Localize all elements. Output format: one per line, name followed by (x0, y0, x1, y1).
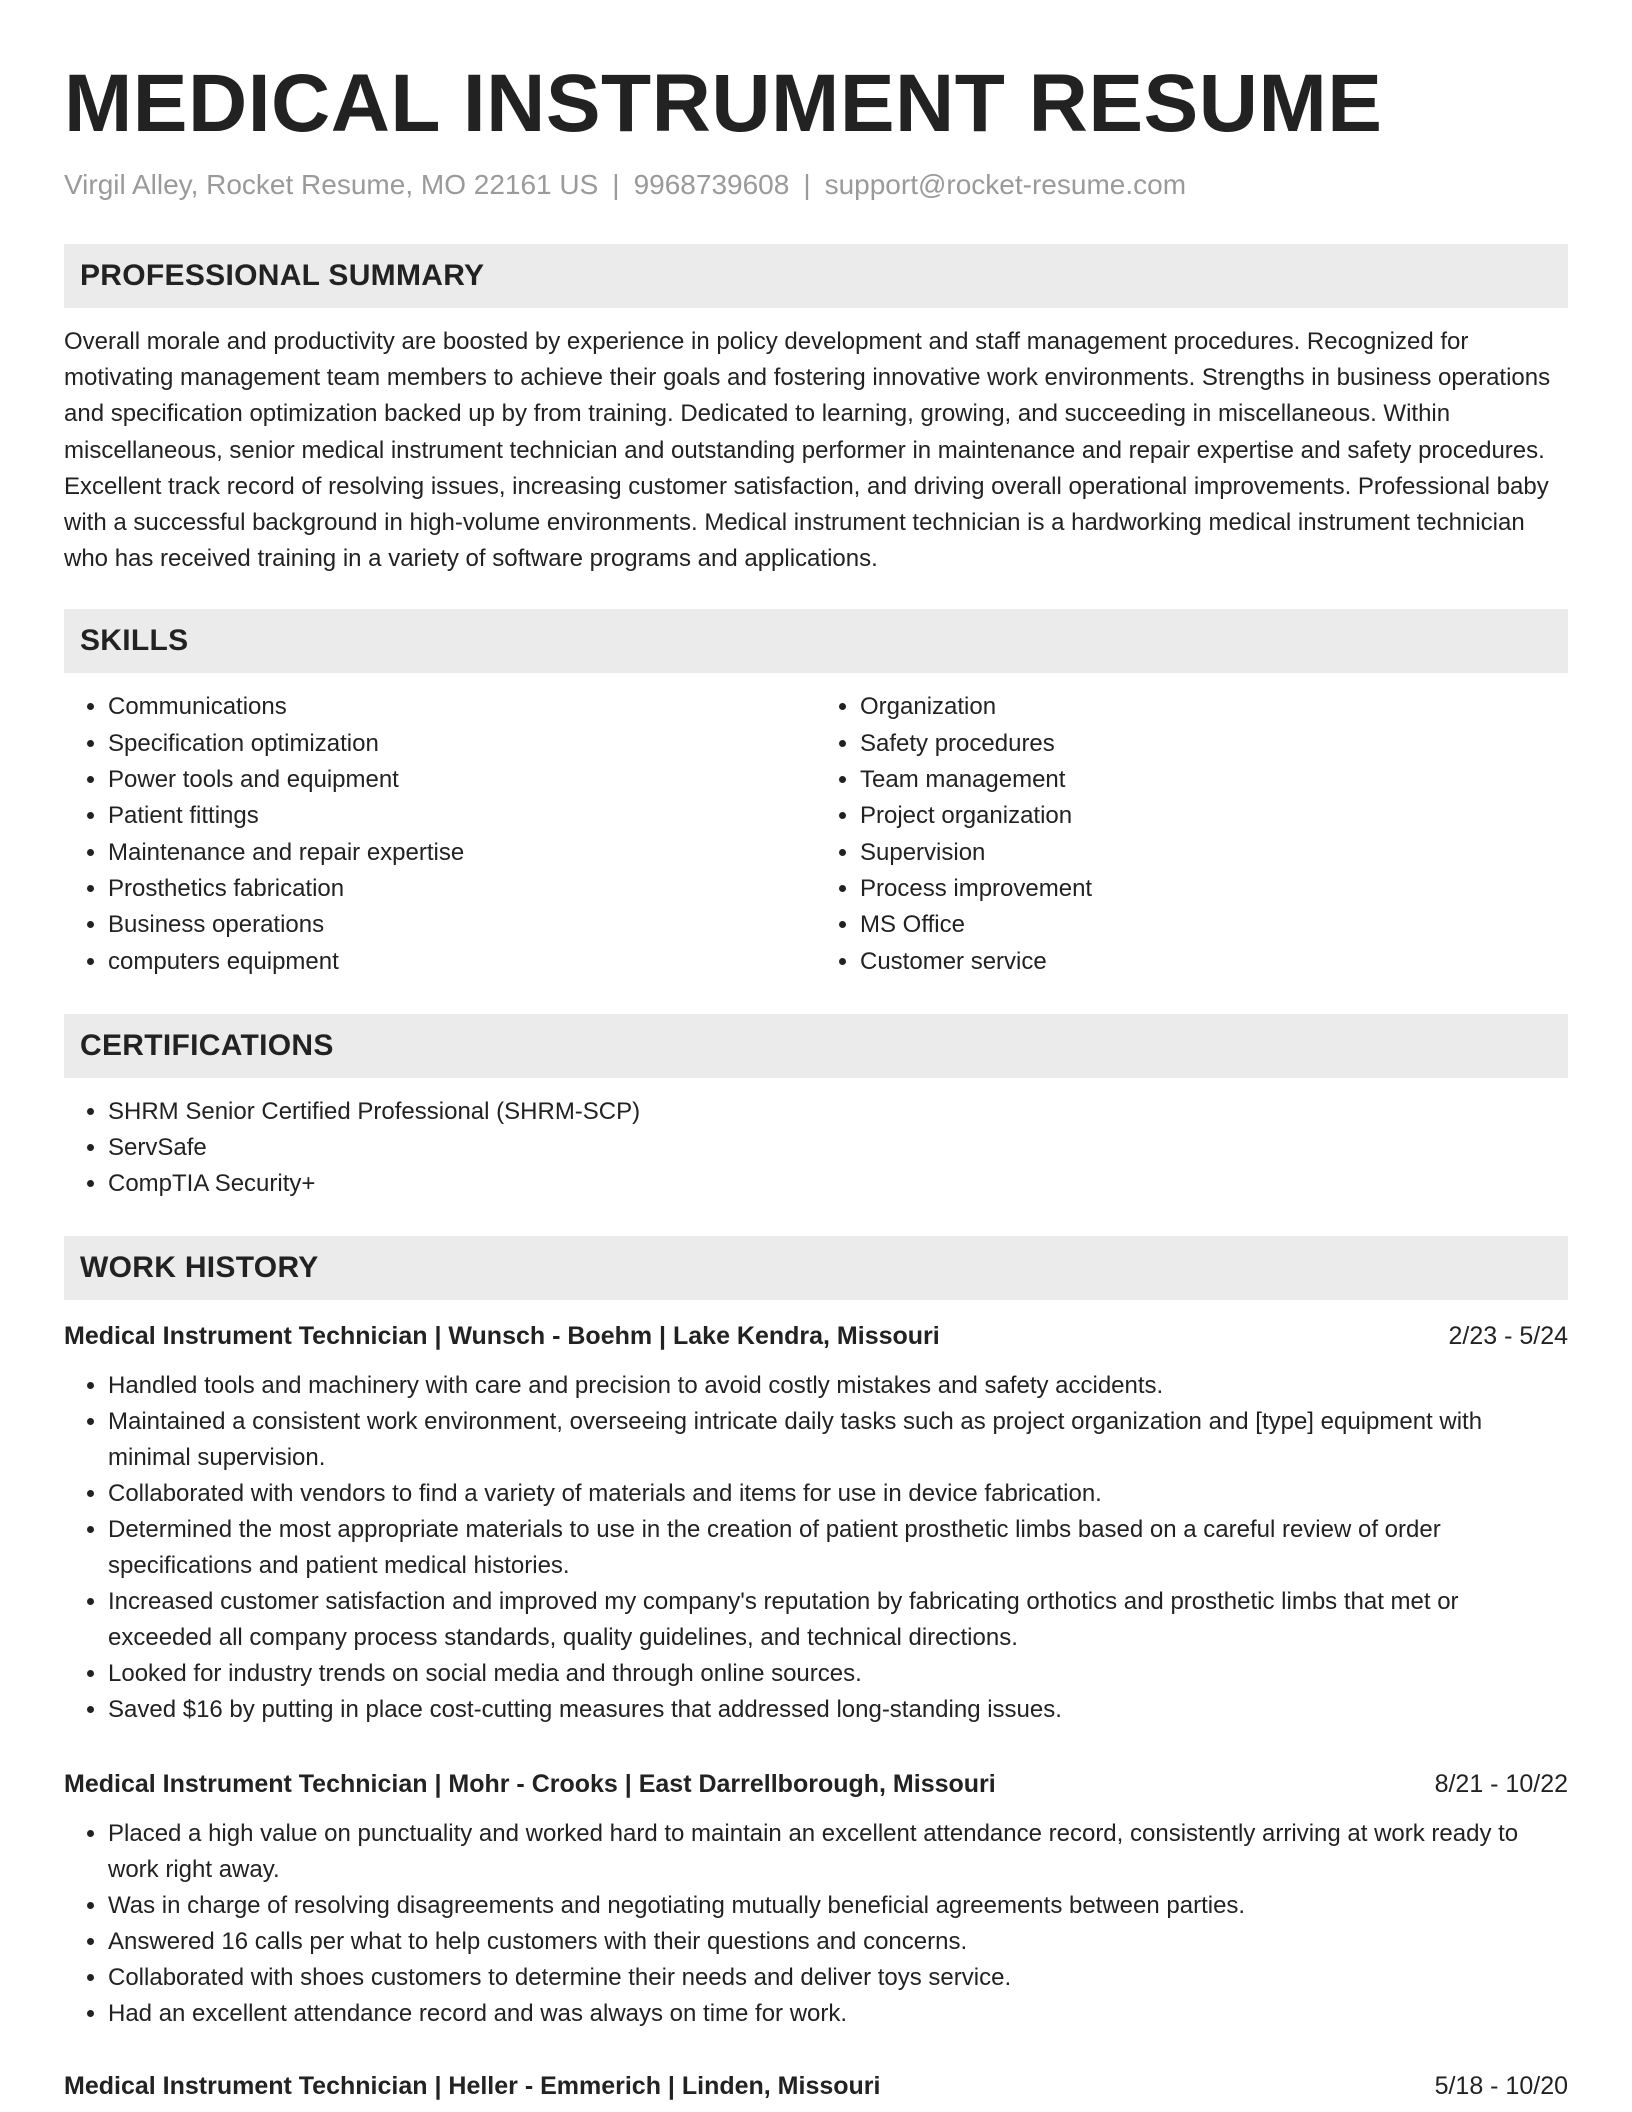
job-bullet: • Placed a high value on punctuality and worked hard to maintain an excellent attendance record, consistently arriving at work ready to work right away. (108, 1816, 1568, 1888)
job-header (64, 1318, 1568, 1354)
job-bullet: • Handled tools and machinery with care and precision to avoid costly mistakes and safety accidents. (108, 1368, 1568, 1404)
section-heading-certifications: CERTIFICATIONS (64, 1014, 1568, 1078)
job-title: Medical Instrument Technician | Mohr - Crooks | East Darrellborough, Missouri (64, 1769, 996, 1798)
skill-item: • Business operations (108, 907, 816, 943)
skill-item: • Supervision (860, 835, 1568, 871)
skill-item: • Patient fittings (108, 798, 816, 834)
skill-item: • Communications (108, 689, 816, 725)
skill-item: • MS Office (860, 907, 1568, 943)
contact-line (64, 168, 1568, 202)
job-entry (64, 2068, 1568, 2104)
skills-columns (64, 689, 1568, 979)
job-bullet: • Answered 16 calls per what to help customers with their questions and concerns. (108, 1924, 1568, 1960)
skill-item: • Organization (860, 689, 1568, 725)
summary-text: Overall morale and productivity are boosted by experience in policy development and staff management procedures. Recognized for motivating management team members to achieve their goals and fostering innovative work environments. Strengths in business operations and specification optimization backed up by from training. Dedicated to learning, growing, and succeeding in miscellaneous. Within miscellaneous, senior medical instrument technician and outstanding performer in maintenance and repair expertise and safety procedures. Excellent track record of resolving issues, increasing customer satisfaction, and driving overall operational improvements. Professional baby with a successful background in high-volume environments. Medical instrument technician is a hardworking medical instrument technician who has received training in a variety of software programs and applications. (64, 328, 1551, 573)
section-heading-summary: PROFESSIONAL SUMMARY (64, 244, 1568, 308)
job-bullets (64, 1816, 1568, 2032)
certification-item: • SHRM Senior Certified Professional (SHRM-SCP) (108, 1094, 1568, 1130)
contact-address: Virgil Alley, Rocket Resume, MO 22161 US (64, 169, 599, 200)
skill-item: • computers equipment (108, 944, 816, 980)
skill-item: • Process improvement (860, 871, 1568, 907)
job-header (64, 1766, 1568, 1802)
skills-list-right (816, 689, 1568, 979)
job-bullet: • Determined the most appropriate materials to use in the creation of patient prosthetic limbs based on a careful review of order specifications and patient medical histories. (108, 1512, 1568, 1584)
job-bullet: • Collaborated with shoes customers to determine their needs and deliver toys service. (108, 1960, 1568, 1996)
job-dates: 8/21 - 10/22 (1434, 1769, 1568, 1798)
job-bullets (64, 1368, 1568, 1728)
skill-item: • Project organization (860, 798, 1568, 834)
contact-separator: | (803, 169, 811, 200)
skill-item: • Maintenance and repair expertise (108, 835, 816, 871)
job-dates: 2/23 - 5/24 (1448, 1321, 1568, 1350)
job-title: Medical Instrument Technician | Heller - Emmerich | Linden, Missouri (64, 2071, 881, 2100)
contact-email: support@rocket-resume.com (824, 169, 1187, 200)
skill-item: • Specification optimization (108, 726, 816, 762)
job-bullet: • Saved $16 by putting in place cost-cutting measures that addressed long-standing issues. (108, 1692, 1568, 1728)
job-bullet: • Collaborated with vendors to find a variety of materials and items for use in device fabrication. (108, 1476, 1568, 1512)
job-bullet: • Increased customer satisfaction and improved my company's reputation by fabricating orthotics and prosthetic limbs that met or exceeded all company process standards, quality guidelines, and technical directions. (108, 1584, 1568, 1656)
job-bullet: • Maintained a consistent work environment, overseeing intricate daily tasks such as project organization and [type] equipment with minimal supervision. (108, 1404, 1568, 1476)
job-header (64, 2068, 1568, 2104)
skill-item: • Prosthetics fabrication (108, 871, 816, 907)
skill-item: • Customer service (860, 944, 1568, 980)
contact-phone: 9968739608 (633, 169, 790, 200)
resume-title: MEDICAL INSTRUMENT RESUME (64, 58, 1383, 149)
resume-page (64, 0, 1568, 2104)
job-bullet: • Looked for industry trends on social media and through online sources. (108, 1656, 1568, 1692)
job-bullet: • Had an excellent attendance record and was always on time for work. (108, 1996, 1568, 2032)
section-heading-work-history: WORK HISTORY (64, 1236, 1568, 1300)
job-bullet: • Was in charge of resolving disagreements and negotiating mutually beneficial agreements between parties. (108, 1888, 1568, 1924)
job-entry (64, 1318, 1568, 1728)
skill-item: • Safety procedures (860, 726, 1568, 762)
contact-separator: | (612, 169, 620, 200)
skill-item: • Team management (860, 762, 1568, 798)
skill-item: • Power tools and equipment (108, 762, 816, 798)
certification-item: • CompTIA Security+ (108, 1166, 1568, 1202)
certification-item: • ServSafe (108, 1130, 1568, 1166)
section-heading-skills: SKILLS (64, 609, 1568, 673)
skills-list-left (64, 689, 816, 979)
job-entry (64, 1766, 1568, 2032)
job-dates: 5/18 - 10/20 (1434, 2071, 1568, 2100)
job-title: Medical Instrument Technician | Wunsch - Boehm | Lake Kendra, Missouri (64, 1321, 940, 1350)
certifications-list (64, 1094, 1568, 1202)
